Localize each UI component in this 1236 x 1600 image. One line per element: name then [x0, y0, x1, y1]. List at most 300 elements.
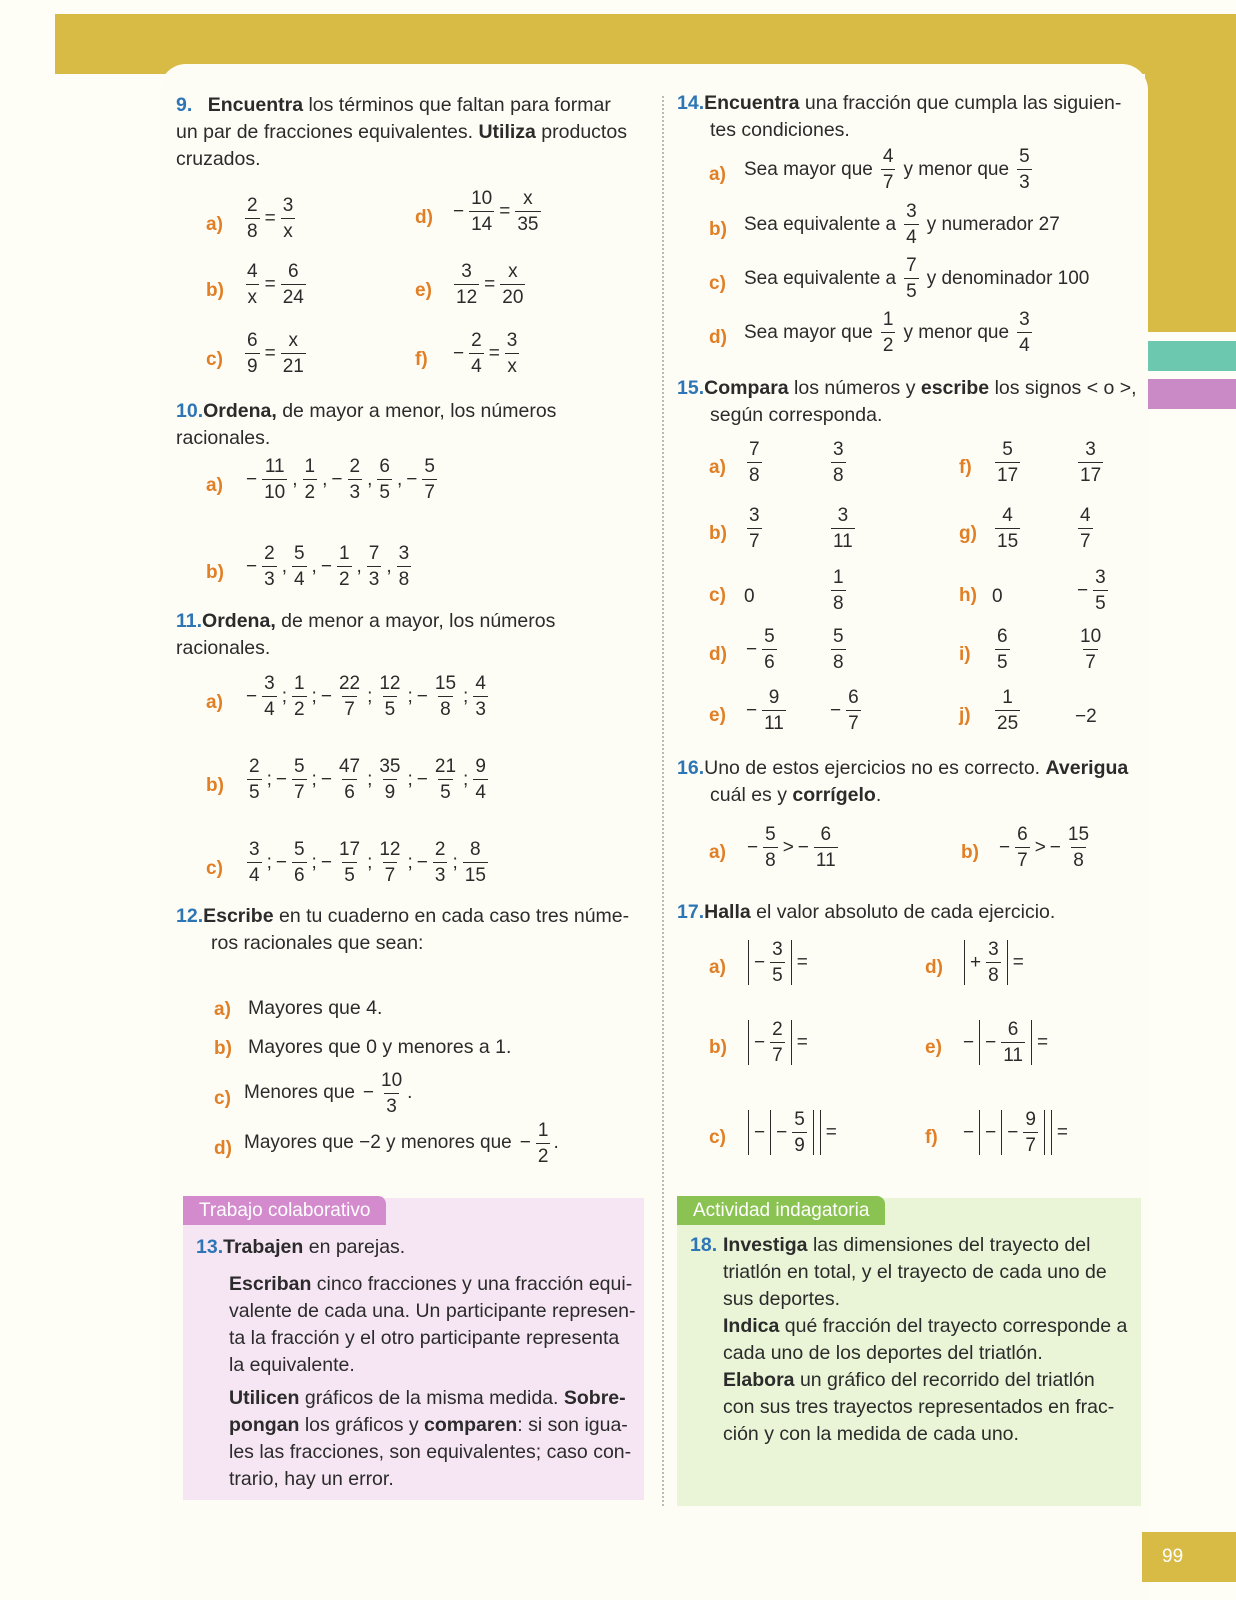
fraction — [337, 674, 362, 719]
q15-text: los números y — [788, 377, 921, 399]
q12-verb: Escribe — [203, 905, 274, 927]
q9-letter: f) — [415, 349, 428, 370]
q16-letter: b) — [961, 842, 979, 863]
numerator: 3 — [772, 939, 783, 960]
q17-expression — [961, 1020, 1050, 1065]
q15-text2: los signos < o >, — [989, 377, 1137, 399]
q12-d-fraction — [536, 1121, 551, 1166]
minus-sign: − — [746, 638, 758, 660]
q15-left-number — [992, 440, 1023, 485]
denominator: 5 — [995, 649, 1010, 672]
q15-left-number — [992, 506, 1023, 551]
fraction — [281, 196, 296, 241]
denominator: 15 — [995, 528, 1020, 551]
q12-c-end: . — [407, 1082, 413, 1103]
numerator: 47 — [338, 756, 361, 777]
minus-sign: − — [416, 685, 428, 707]
q15-right-number — [828, 440, 849, 485]
q13-p2-text2: los gráficos y — [299, 1414, 425, 1436]
numerator: 4 — [247, 261, 258, 282]
numerator: 2 — [772, 1019, 783, 1040]
q12-text2: ros racionales que sean: — [211, 932, 424, 954]
fraction — [303, 457, 318, 502]
separator: , — [292, 468, 298, 490]
q16-letter: a) — [709, 842, 726, 863]
numerator: 7 — [749, 439, 760, 460]
q15-text3: según corresponda. — [710, 404, 883, 426]
q18-text: qué fracción del trayecto corresponde a — [779, 1315, 1128, 1337]
fraction — [881, 147, 896, 192]
fraction — [505, 331, 520, 376]
denominator: x — [505, 353, 519, 376]
fraction — [1023, 1110, 1038, 1155]
q15-statement — [677, 375, 1147, 429]
right-color-band — [1145, 14, 1236, 332]
equals-sign: = — [488, 342, 500, 364]
denominator: 11 — [814, 847, 838, 870]
fraction — [904, 256, 919, 301]
equals-sign: = — [264, 273, 276, 295]
denominator: 8 — [831, 590, 846, 613]
numerator: 12 — [379, 673, 401, 694]
separator: ; — [452, 851, 458, 873]
fraction — [995, 440, 1020, 485]
q9-equation — [451, 262, 528, 307]
absolute-value — [748, 940, 792, 985]
fraction — [770, 1020, 785, 1065]
fraction — [281, 262, 306, 307]
q12-d-end: . — [553, 1132, 559, 1153]
equals-sign: = — [1012, 951, 1024, 973]
minus-sign: − — [416, 851, 428, 873]
q9-text2: productos cruzados. — [176, 121, 627, 170]
q18-text: un gráfico del recorrido del triatlón — [794, 1369, 1095, 1391]
q15-letter: c) — [709, 585, 726, 606]
q13-statement — [196, 1234, 405, 1261]
denominator: 3 — [262, 566, 277, 589]
numerator: 15 — [434, 673, 457, 694]
greater-than: > — [1034, 836, 1046, 858]
q12-c-text: Menores que — [244, 1082, 355, 1103]
separator: , — [356, 555, 362, 577]
denominator: 4 — [904, 224, 919, 247]
q12-c-den: 3 — [384, 1093, 399, 1116]
fraction — [1078, 440, 1103, 485]
q14-letter: a) — [709, 164, 726, 185]
fraction — [247, 757, 262, 802]
fraction — [995, 627, 1010, 672]
numerator: 4 — [475, 673, 486, 694]
numerator: 5 — [293, 756, 305, 777]
denominator: 4 — [469, 353, 484, 376]
numerator: 9 — [1025, 1109, 1036, 1130]
minus-sign: − — [275, 851, 287, 873]
denominator: 17 — [1078, 462, 1103, 485]
minus-sign: − — [797, 836, 809, 858]
q12-letter-c: c) — [214, 1088, 231, 1109]
minus-sign: − — [331, 468, 343, 490]
equals-sign: = — [1056, 1121, 1069, 1143]
q14-verb: Encuentra — [704, 92, 800, 114]
numerator: 2 — [249, 756, 260, 777]
q15-left-number — [992, 586, 1003, 608]
q18-text: triatlón en total, y el trayecto de cada uno de — [723, 1261, 1107, 1283]
q15-left-number — [744, 688, 789, 733]
pink-margin-tab — [1148, 379, 1236, 409]
q12-number: 12. — [176, 905, 204, 927]
q13-p1-line — [229, 1271, 639, 1298]
q12-text: en tu cuaderno en cada caso tres núme- — [273, 905, 630, 927]
q14-condition — [744, 147, 1040, 192]
q16-end: . — [875, 784, 882, 806]
q10-letter: b) — [206, 562, 224, 583]
q16-statement — [677, 755, 1147, 809]
denominator: 9 — [792, 1132, 807, 1155]
q15-verb2: escribe — [920, 377, 990, 399]
numerator: 5 — [833, 626, 844, 647]
q14-letter: b) — [709, 219, 727, 240]
fraction — [377, 840, 402, 885]
numerator: 5 — [293, 839, 305, 860]
denominator: 8 — [747, 462, 762, 485]
condition-text: Sea mayor que — [744, 321, 873, 343]
q17-number: 17. — [677, 901, 705, 923]
equals-sign: = — [484, 273, 496, 295]
page-number: 99 — [1142, 1532, 1236, 1582]
denominator: 3 — [1017, 169, 1032, 192]
q9-equation — [242, 196, 298, 241]
denominator: 5 — [377, 479, 392, 502]
denominator: 7 — [846, 710, 861, 733]
q17-letter: a) — [709, 957, 726, 978]
fraction — [747, 440, 762, 485]
numerator: 6 — [997, 626, 1008, 647]
numerator: 5 — [765, 824, 776, 845]
q15-left-number — [992, 688, 1023, 733]
inquiry-box-title: Actividad indagatoria — [677, 1196, 885, 1225]
fraction — [1066, 825, 1091, 870]
q14-letter: c) — [709, 273, 726, 294]
q9-statement — [176, 92, 636, 173]
absolute-value — [964, 940, 1008, 985]
numerator: 3 — [749, 505, 760, 526]
numerator: 1 — [1002, 687, 1013, 708]
fraction — [881, 310, 896, 355]
fraction — [1017, 147, 1032, 192]
numerator: 7 — [906, 255, 917, 276]
column-divider — [662, 96, 664, 1506]
denominator: 4 — [1017, 332, 1032, 355]
fraction — [377, 457, 392, 502]
q15-letter: g) — [959, 523, 977, 544]
fraction — [281, 331, 306, 376]
condition-text: y numerador 27 — [926, 213, 1060, 235]
fraction — [245, 196, 260, 241]
denominator: 8 — [438, 696, 453, 719]
q16-verb2: corrígelo — [792, 784, 876, 806]
separator: ; — [311, 685, 317, 707]
q13-p2-line: les las fracciones, son equivalentes; caso con- — [229, 1441, 632, 1463]
condition-text: y denominador 100 — [926, 267, 1090, 289]
q9-letter: d) — [415, 207, 433, 228]
separator: ; — [266, 851, 272, 873]
minus-sign: − — [406, 468, 418, 490]
fraction — [247, 840, 262, 885]
separator: , — [386, 555, 392, 577]
separator: ; — [367, 851, 373, 873]
numerator: x — [288, 330, 298, 351]
denominator: 15 — [463, 862, 488, 885]
denominator: 10 — [262, 479, 287, 502]
q12-c-sign: − — [362, 1082, 375, 1103]
minus-sign: − — [830, 699, 842, 721]
denominator: 25 — [995, 710, 1020, 733]
q16-text: Uno de estos ejercicios no es correcto. — [704, 757, 1046, 779]
q15-letter: b) — [709, 523, 727, 544]
numerator: 2 — [434, 839, 446, 860]
minus-sign: − — [246, 685, 258, 707]
separator: ; — [407, 768, 413, 790]
teal-margin-tab — [1148, 341, 1236, 371]
q13-p2-line — [229, 1412, 639, 1439]
q10-list — [244, 544, 414, 589]
q15-right-number — [1075, 706, 1097, 728]
q13-p2-text3: : si son igua- — [517, 1414, 628, 1436]
q12-d-sign: − — [519, 1132, 531, 1153]
q15-left-number — [744, 627, 780, 672]
q18-line — [723, 1340, 1131, 1367]
numerator: 3 — [461, 261, 472, 282]
q13-p2-line: trario, hay un error. — [229, 1468, 394, 1490]
fraction — [770, 940, 785, 985]
denominator: 4 — [247, 862, 262, 885]
denominator: 11 — [1001, 1042, 1025, 1065]
q17-letter: b) — [709, 1037, 727, 1058]
fraction — [337, 757, 362, 802]
numerator: 5 — [794, 1109, 805, 1130]
q14-letter: d) — [709, 327, 727, 348]
outer-minus: − — [963, 1121, 975, 1143]
q15-right-number — [828, 627, 849, 672]
fraction — [1078, 506, 1093, 551]
q11-list — [244, 840, 491, 885]
q13-paragraph2 — [229, 1385, 639, 1493]
q13-p2-verb: Utilicen — [229, 1387, 300, 1409]
fraction — [463, 840, 488, 885]
denominator: 2 — [881, 332, 896, 355]
fraction — [1017, 310, 1032, 355]
denominator: 7 — [747, 528, 762, 551]
q13-verb: Trabajen — [223, 1236, 304, 1258]
fraction — [292, 757, 307, 802]
inner-sign: + — [970, 951, 982, 973]
q13-p1-line: ta la fracción y el otro participante representa — [229, 1327, 620, 1349]
q17-expression — [745, 1020, 810, 1065]
denominator: 7 — [770, 1042, 785, 1065]
q11-text: de menor a mayor, los números racionales. — [176, 610, 556, 659]
q18-line — [723, 1259, 1131, 1286]
fraction — [348, 457, 363, 502]
separator: ; — [281, 685, 287, 707]
numerator: 5 — [1019, 146, 1030, 167]
inner-sign: − — [776, 1121, 788, 1143]
q14-text2: tes condiciones. — [710, 119, 850, 141]
inner-sign: − — [985, 1121, 997, 1143]
denominator: 7 — [1083, 649, 1098, 672]
fraction — [762, 627, 777, 672]
q9-letter: a) — [206, 214, 223, 235]
minus-sign: − — [453, 342, 465, 364]
q9-verb: Encuentra — [207, 94, 304, 116]
separator: ; — [367, 768, 373, 790]
inner-sign: − — [985, 1031, 997, 1053]
numerator: 15 — [1067, 824, 1090, 845]
condition-text: y menor que — [903, 321, 1010, 343]
denominator: 11 — [762, 710, 786, 733]
denominator: 8 — [831, 462, 846, 485]
separator: ; — [311, 851, 317, 873]
numerator: 2 — [264, 543, 275, 564]
fraction — [377, 674, 402, 719]
q17-letter: d) — [925, 957, 943, 978]
denominator: 24 — [281, 284, 306, 307]
q10-letter: a) — [206, 475, 223, 496]
fraction — [995, 688, 1020, 733]
numerator: 1 — [304, 456, 316, 477]
fraction — [292, 840, 307, 885]
numerator: 12 — [379, 839, 401, 860]
denominator: 7 — [1015, 847, 1030, 870]
q12-c-fraction — [379, 1071, 404, 1116]
fraction — [292, 544, 307, 589]
q18-line — [723, 1421, 1131, 1448]
q13-p1-text: cinco fracciones y una fracción equi- — [311, 1273, 633, 1295]
minus-sign: − — [999, 836, 1011, 858]
q15-right-number — [1075, 440, 1106, 485]
fraction — [292, 674, 307, 719]
equals-sign: = — [796, 951, 808, 973]
q12-letter-a: a) — [214, 999, 231, 1020]
q13-p1-line: la equivalente. — [229, 1354, 355, 1376]
denominator: x — [246, 284, 260, 307]
numerator: 3 — [264, 673, 275, 694]
numerator: 3 — [833, 439, 844, 460]
q11-list — [244, 757, 491, 802]
numerator: 5 — [293, 543, 305, 564]
q12-item-d — [244, 1118, 559, 1168]
numerator: 1 — [338, 543, 350, 564]
q12-letter-b: b) — [214, 1038, 232, 1059]
q12-statement — [176, 903, 646, 957]
numerator: 2 — [247, 195, 258, 216]
q11-letter: b) — [206, 775, 224, 796]
separator: ; — [367, 685, 373, 707]
q18-line — [723, 1313, 1131, 1340]
q9-equation — [242, 331, 309, 376]
q18-verb: Investiga — [723, 1234, 808, 1256]
minus-sign: − — [320, 555, 332, 577]
q14-statement — [677, 90, 1137, 144]
denominator: 5 — [770, 962, 785, 985]
numerator: 3 — [506, 330, 518, 351]
q18-verb: Elabora — [723, 1369, 795, 1391]
numerator: 6 — [1007, 1019, 1019, 1040]
minus-sign: − — [246, 468, 258, 490]
q15-letter: d) — [709, 644, 727, 665]
condition-text: y menor que — [903, 158, 1010, 180]
denominator: 2 — [337, 566, 352, 589]
denominator: 6 — [292, 862, 307, 885]
fraction — [995, 506, 1020, 551]
denominator: 8 — [831, 649, 846, 672]
fraction — [986, 940, 1001, 985]
number: −2 — [1075, 706, 1097, 727]
numerator: 1 — [833, 567, 844, 588]
fraction — [433, 674, 458, 719]
q17-statement — [677, 899, 1055, 926]
q15-left-number — [992, 627, 1013, 672]
denominator: 3 — [473, 696, 488, 719]
numerator: 3 — [1085, 439, 1096, 460]
q15-letter: h) — [959, 585, 977, 606]
numerator: 7 — [368, 543, 380, 564]
numerator: 5 — [424, 456, 435, 477]
minus-sign: − — [1049, 836, 1061, 858]
q18-line — [723, 1394, 1131, 1421]
q18-verb: Indica — [723, 1315, 780, 1337]
denominator: x — [281, 218, 295, 241]
separator: ; — [407, 851, 413, 873]
condition-text: Sea equivalente a — [744, 267, 897, 289]
q13-p2-line — [229, 1385, 639, 1412]
q18-text: con sus tres trayectos representados en frac- — [723, 1396, 1115, 1418]
numerator: 8 — [470, 839, 481, 860]
number: 0 — [744, 586, 755, 607]
q17-verb: Halla — [704, 901, 751, 923]
q13-text: en parejas. — [303, 1236, 406, 1258]
q17-letter: f) — [925, 1127, 938, 1148]
q9-equation — [451, 331, 522, 376]
minus-sign: − — [747, 836, 759, 858]
numerator: 3 — [988, 939, 999, 960]
fraction — [747, 506, 762, 551]
fraction — [904, 202, 919, 247]
fraction — [473, 757, 488, 802]
fraction — [1078, 627, 1103, 672]
denominator: 8 — [1071, 847, 1086, 870]
q18-line — [723, 1232, 1131, 1259]
numerator: 4 — [882, 146, 894, 167]
q15-right-number — [828, 506, 858, 551]
numerator: 2 — [349, 456, 361, 477]
denominator: 4 — [473, 779, 488, 802]
fraction — [454, 262, 479, 307]
q13-p1-verb: Escriban — [229, 1273, 312, 1295]
numerator: 11 — [264, 456, 285, 477]
fraction — [1093, 568, 1108, 613]
q11-list — [244, 674, 491, 719]
q17-expression — [745, 1110, 839, 1155]
q11-letter: a) — [206, 692, 223, 713]
numerator: 35 — [379, 756, 401, 777]
denominator: 21 — [281, 353, 306, 376]
denominator: 8 — [986, 962, 1001, 985]
q11-statement — [176, 608, 646, 662]
q13-paragraph1 — [229, 1271, 639, 1379]
q15-letter: j) — [959, 705, 971, 726]
denominator: 7 — [1078, 528, 1093, 551]
separator: , — [281, 555, 287, 577]
